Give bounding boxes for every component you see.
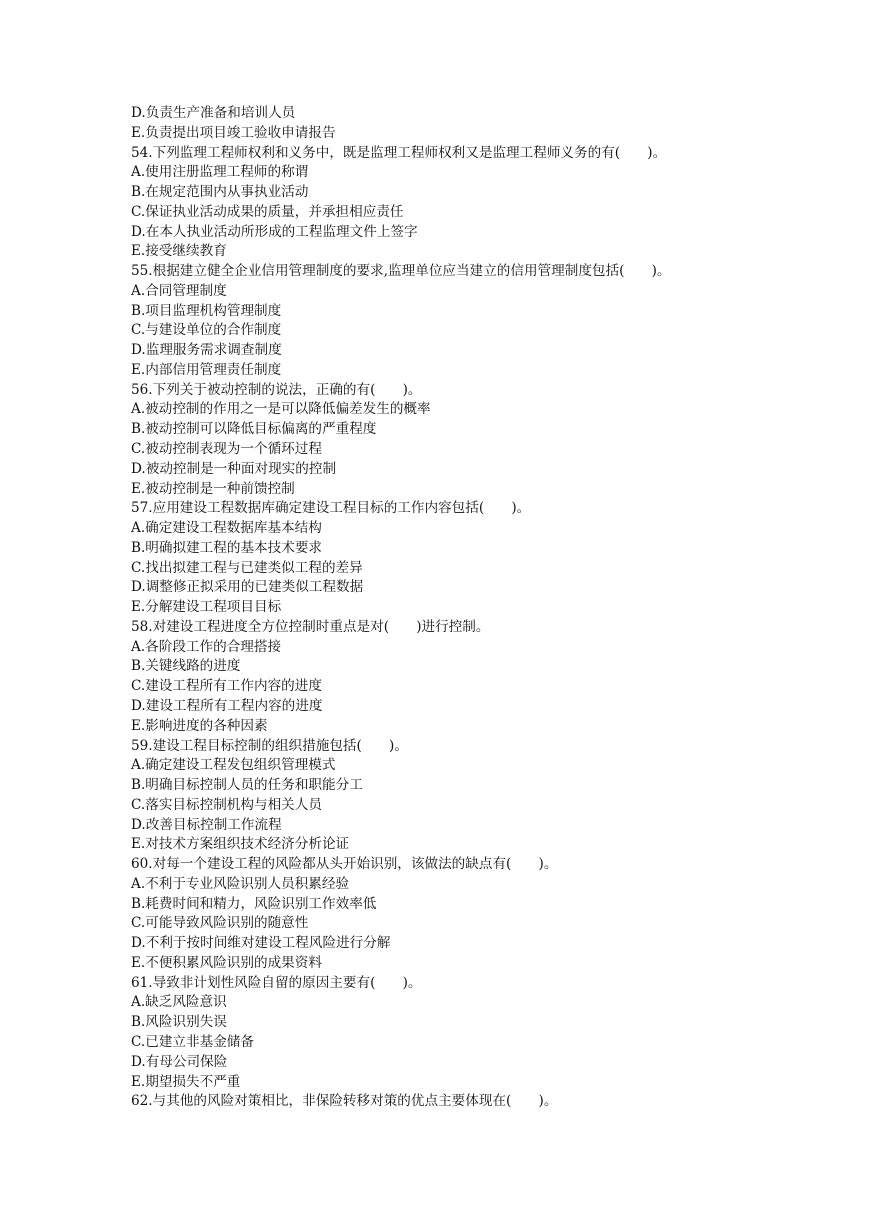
option-line: C.与建设单位的合作制度 [131, 322, 282, 339]
option-line: A.不利于专业风险识别人员积累经验 [131, 875, 350, 892]
option-line: A.确定建设工程发包组织管理模式 [131, 757, 336, 774]
question-stem: 59.建设工程目标控制的组织措施包括( )。 [131, 737, 408, 754]
option-line: A.使用注册监理工程师的称谓 [131, 164, 309, 181]
text-line: E.负责提出项目竣工验收申请报告 [131, 124, 336, 141]
option-line: D.改善目标控制工作流程 [131, 816, 282, 833]
option-line: D.调整修正拟采用的已建类似工程数据 [131, 579, 364, 596]
option-line: E.内部信用管理责任制度 [131, 361, 282, 378]
option-line: D.建设工程所有工程内容的进度 [131, 697, 323, 714]
text-line: D.负责生产准备和培训人员 [131, 105, 296, 121]
option-line: D.监理服务需求调查制度 [131, 342, 282, 359]
option-line: B.被动控制可以降低目标偏离的严重程度 [131, 421, 377, 438]
option-line: E.不便积累风险识别的成果资料 [131, 954, 322, 971]
question-stem: 57.应用建设工程数据库确定建设工程目标的工作内容包括( )。 [131, 500, 531, 517]
option-line: C.建设工程所有工作内容的进度 [131, 678, 322, 695]
option-line: A.缺乏风险意识 [131, 994, 227, 1011]
option-line: B.明确拟建工程的基本技术要求 [131, 539, 323, 556]
question-stem: 60.对每一个建设工程的风险都从头开始识别，该做法的缺点有( )。 [131, 856, 558, 873]
option-line: B.风险识别失误 [131, 1014, 227, 1031]
question-stem: 54.下列监理工程师权利和义务中，既是监理工程师权利又是监理工程师义务的有( )。 [131, 144, 667, 161]
option-line: C.落实目标控制机构与相关人员 [131, 796, 322, 813]
option-line: B.在规定范围内从事执业活动 [131, 184, 309, 201]
option-line: B.耗费时间和精力，风险识别工作效率低 [131, 895, 377, 912]
option-line: D.有母公司保险 [131, 1053, 228, 1070]
question-stem: 62.与其他的风险对策相比，非保险转移对策的优点主要体现在( )。 [131, 1093, 558, 1110]
option-line: A.合同管理制度 [131, 282, 227, 299]
option-line: E.期望损失不严重 [131, 1073, 241, 1090]
option-line: C.已建立非基金储备 [131, 1033, 254, 1050]
option-line: A.确定建设工程数据库基本结构 [131, 520, 322, 537]
option-line: A.各阶段工作的合理搭接 [131, 638, 282, 655]
option-line: B.项目监理机构管理制度 [131, 302, 282, 319]
option-line: E.被动控制是一种前馈控制 [131, 480, 295, 497]
option-line: C.找出拟建工程与已建类似工程的差异 [131, 559, 363, 576]
question-stem: 58.对建设工程进度全方位控制时重点是对( )进行控制。 [131, 618, 490, 635]
option-line: E.接受继续教育 [131, 243, 227, 260]
question-text-block [131, 104, 771, 1112]
option-line: D.不利于按时间维对建设工程风险进行分解 [131, 935, 391, 952]
option-line: B.关键线路的进度 [131, 658, 241, 675]
option-line: E.对技术方案组织技术经济分析论证 [131, 836, 350, 853]
option-line: B.明确目标控制人员的任务和职能分工 [131, 777, 363, 794]
option-line: E.分解建设工程项目目标 [131, 599, 282, 616]
option-line: D.在本人执业活动所形成的工程监理文件上签字 [131, 223, 418, 240]
question-stem: 55.根据建立健全企业信用管理制度的要求,监理单位应当建立的信用管理制度包括( )。 [131, 263, 671, 280]
option-line: D.被动控制是一种面对现实的控制 [131, 460, 337, 477]
option-line: E.影响进度的各种因素 [131, 717, 268, 734]
option-line: C.保证执业活动成果的质量，并承担相应责任 [131, 203, 404, 220]
question-stem: 61.导致非计划性风险自留的原因主要有( )。 [131, 974, 422, 991]
option-line: A.被动控制的作用之一是可以降低偏差发生的概率 [131, 401, 431, 418]
question-stem: 56.下列关于被动控制的说法，正确的有( )。 [131, 381, 422, 398]
option-line: C.可能导致风险识别的随意性 [131, 915, 309, 932]
option-line: C.被动控制表现为一个循环过程 [131, 441, 322, 458]
